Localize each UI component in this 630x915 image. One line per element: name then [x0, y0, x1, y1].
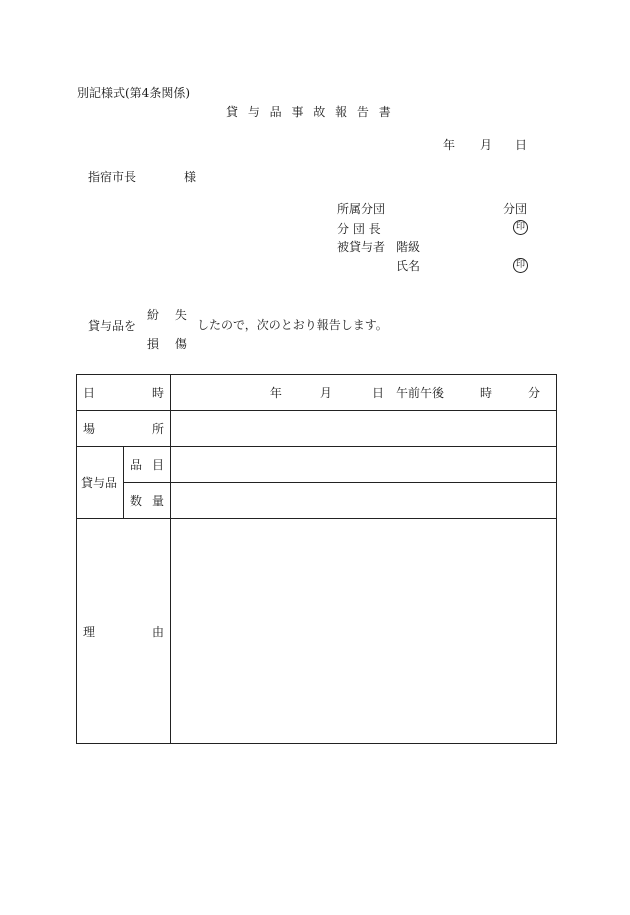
- page-title: 貸 与 品 事 故 報 告 書: [226, 105, 394, 119]
- place-value[interactable]: [171, 411, 557, 447]
- datetime-value[interactable]: 年 月 日 午前午後 時 分: [171, 375, 557, 411]
- place-label: 場 所: [77, 411, 171, 447]
- row-item-name: [77, 447, 557, 483]
- item-group-label: 貸与品: [77, 447, 124, 519]
- borrower-seal-icon: 印: [513, 258, 528, 273]
- option-damaged: 損 傷: [147, 337, 193, 351]
- leader-seal-icon: 印: [513, 220, 528, 235]
- option-lost: 紛 失: [147, 308, 193, 322]
- statement-prefix: 貸与品を: [88, 319, 137, 333]
- date-year: 年: [443, 138, 456, 152]
- report-table: [76, 374, 557, 744]
- rank-label: 階級: [396, 240, 421, 254]
- row-place: [77, 411, 557, 447]
- reason-value[interactable]: [171, 519, 557, 744]
- row-reason: [77, 519, 557, 744]
- date-month: 月: [480, 138, 493, 152]
- item-name-label: 品 目: [124, 447, 171, 483]
- borrower-label: 被貸与者: [337, 240, 386, 254]
- row-quantity: [77, 483, 557, 519]
- reason-label: 理 由: [77, 519, 171, 744]
- addressee-name: 指宿市長: [88, 170, 137, 184]
- row-datetime: [77, 375, 557, 411]
- form-reference: 別記様式(第4条関係): [77, 86, 190, 100]
- affiliation-label: 所属分団: [337, 202, 386, 216]
- quantity-value[interactable]: [171, 483, 557, 519]
- statement-suffix: したので，次のとおり報告します。: [197, 318, 388, 332]
- name-label: 氏名: [396, 259, 421, 273]
- date-day: 日: [515, 138, 528, 152]
- datetime-label: 日 時: [77, 375, 171, 411]
- affiliation-suffix: 分団: [503, 202, 528, 216]
- addressee-honorific: 様: [184, 170, 197, 184]
- leader-label: 分 団 長: [337, 222, 381, 236]
- item-name-value[interactable]: [171, 447, 557, 483]
- quantity-label: 数 量: [124, 483, 171, 519]
